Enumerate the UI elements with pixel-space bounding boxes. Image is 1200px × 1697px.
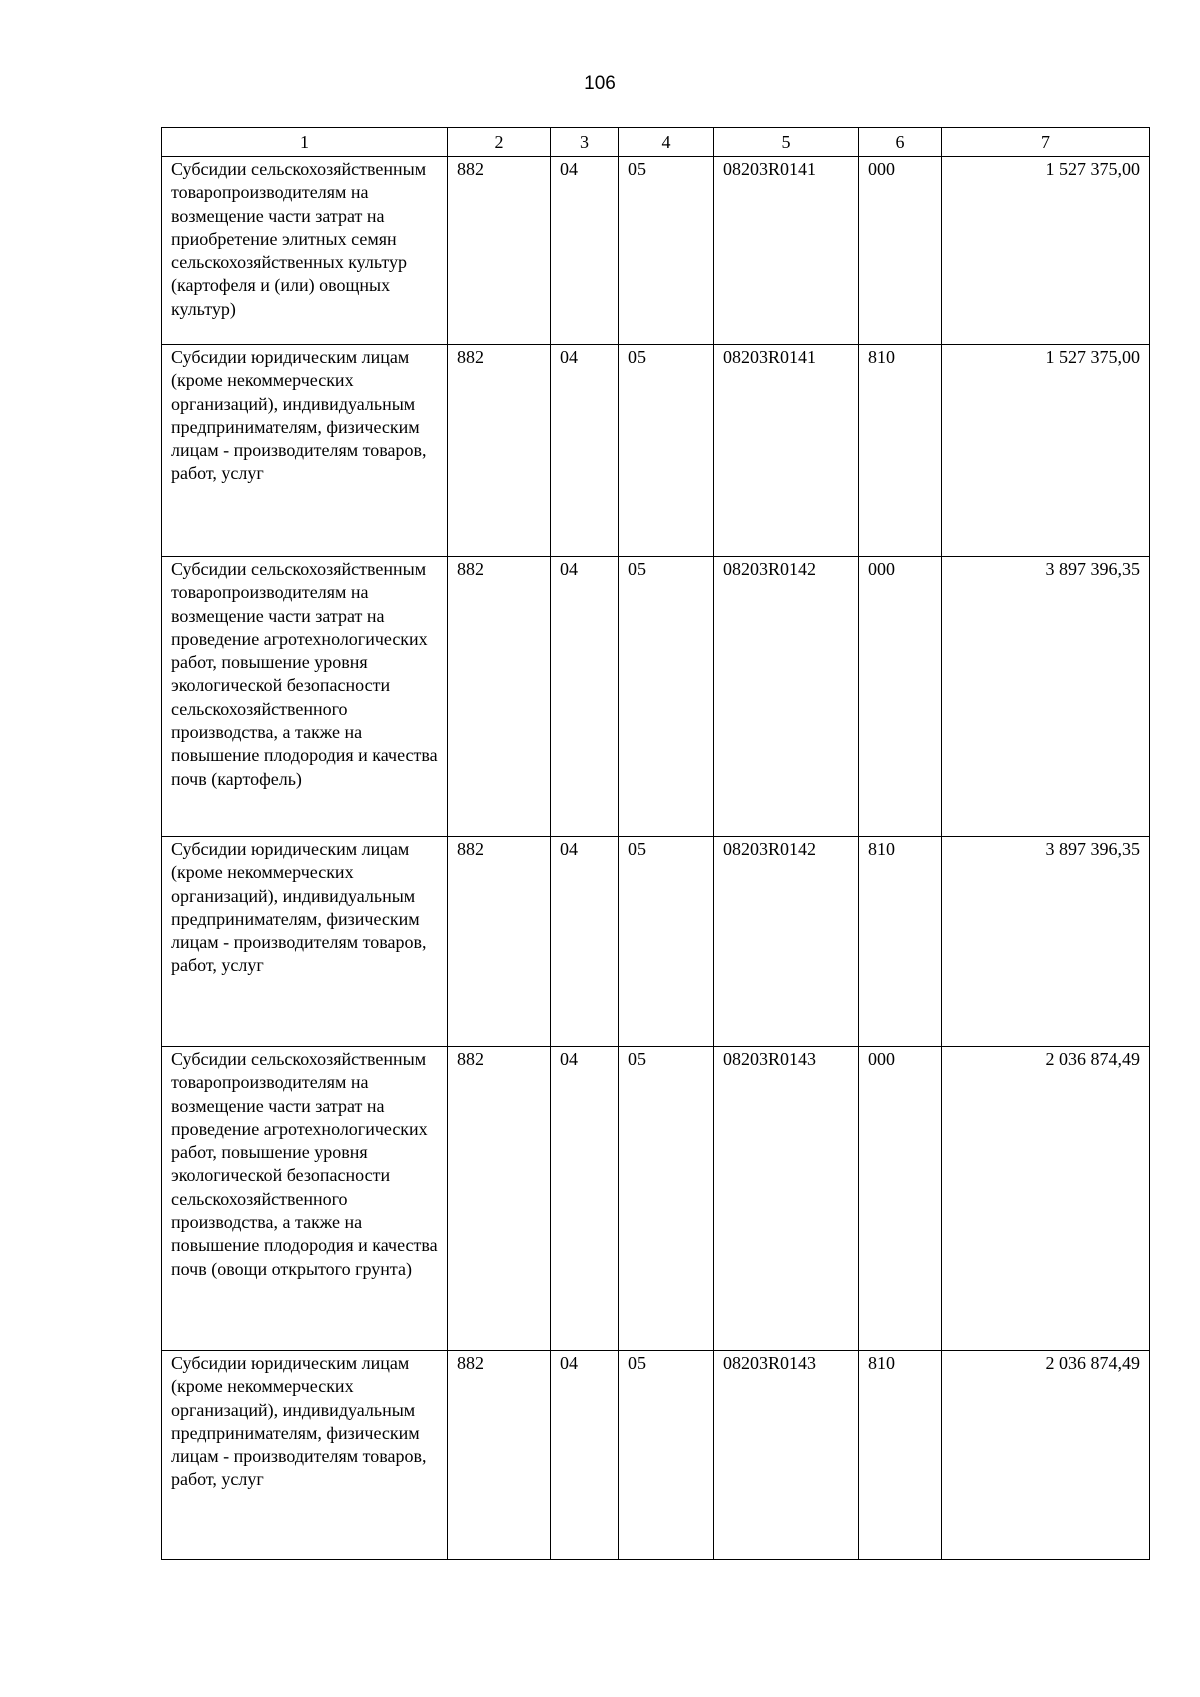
header-cell-5: 5 <box>714 128 859 157</box>
row-name-cell: Субсидии сельскохозяйственным товаропроизводителям на возмещение части затрат на проведение агротехнологических работ, повышение уровня экологической безопасности сельскохозяйственного производства, а также на повышение плодородия и качества почв (овощи открытого грунта) <box>162 1047 448 1351</box>
page-number: 106 <box>584 73 616 94</box>
row-expense-type-cell: 000 <box>859 157 942 345</box>
table-row <box>162 157 1150 345</box>
budget-table <box>161 127 1150 1560</box>
row-expense-type-cell: 810 <box>859 837 942 1047</box>
row-amount-cell: 3 897 396,35 <box>942 837 1150 1047</box>
row-amount-cell: 3 897 396,35 <box>942 557 1150 837</box>
row-name-cell: Субсидии юридическим лицам (кроме некоммерческих организаций), индивидуальным предпринимателям, физическим лицам - производителям товаров, работ, услуг <box>162 345 448 557</box>
row-expense-type-cell: 810 <box>859 345 942 557</box>
row-ministry-cell: 882 <box>448 1351 551 1560</box>
table-header-row <box>162 128 1150 157</box>
row-ministry-cell: 882 <box>448 345 551 557</box>
row-ministry-cell: 882 <box>448 157 551 345</box>
row-section-cell: 04 <box>551 157 619 345</box>
row-ministry-cell: 882 <box>448 837 551 1047</box>
row-target-article-cell: 08203R0142 <box>714 557 859 837</box>
header-cell-1: 1 <box>162 128 448 157</box>
header-cell-2: 2 <box>448 128 551 157</box>
row-section-cell: 04 <box>551 1047 619 1351</box>
header-cell-6: 6 <box>859 128 942 157</box>
row-target-article-cell: 08203R0143 <box>714 1351 859 1560</box>
row-subsection-cell: 05 <box>619 837 714 1047</box>
row-name-cell: Субсидии юридическим лицам (кроме некоммерческих организаций), индивидуальным предпринимателям, физическим лицам - производителям товаров, работ, услуг <box>162 837 448 1047</box>
row-expense-type-cell: 000 <box>859 1047 942 1351</box>
header-cell-7: 7 <box>942 128 1150 157</box>
row-name-cell: Субсидии сельскохозяйственным товаропроизводителям на возмещение части затрат на проведение агротехнологических работ, повышение уровня экологической безопасности сельскохозяйственного производства, а также на повышение плодородия и качества почв (картофель) <box>162 557 448 837</box>
row-target-article-cell: 08203R0141 <box>714 345 859 557</box>
row-subsection-cell: 05 <box>619 345 714 557</box>
row-section-cell: 04 <box>551 345 619 557</box>
row-name-cell: Субсидии сельскохозяйственным товаропроизводителям на возмещение части затрат на приобретение элитных семян сельскохозяйственных культур (картофеля и (или) овощных культур) <box>162 157 448 345</box>
row-amount-cell: 1 527 375,00 <box>942 157 1150 345</box>
row-amount-cell: 2 036 874,49 <box>942 1047 1150 1351</box>
row-section-cell: 04 <box>551 837 619 1047</box>
row-name-cell: Субсидии юридическим лицам (кроме некоммерческих организаций), индивидуальным предпринимателям, физическим лицам - производителям товаров, работ, услуг <box>162 1351 448 1560</box>
table-row <box>162 345 1150 557</box>
row-target-article-cell: 08203R0143 <box>714 1047 859 1351</box>
row-subsection-cell: 05 <box>619 1351 714 1560</box>
table-row <box>162 837 1150 1047</box>
table-row <box>162 557 1150 837</box>
row-target-article-cell: 08203R0141 <box>714 157 859 345</box>
row-subsection-cell: 05 <box>619 557 714 837</box>
row-subsection-cell: 05 <box>619 157 714 345</box>
row-ministry-cell: 882 <box>448 1047 551 1351</box>
row-target-article-cell: 08203R0142 <box>714 837 859 1047</box>
header-cell-4: 4 <box>619 128 714 157</box>
row-ministry-cell: 882 <box>448 557 551 837</box>
row-amount-cell: 1 527 375,00 <box>942 345 1150 557</box>
row-subsection-cell: 05 <box>619 1047 714 1351</box>
header-cell-3: 3 <box>551 128 619 157</box>
table-row <box>162 1351 1150 1560</box>
row-section-cell: 04 <box>551 557 619 837</box>
row-expense-type-cell: 000 <box>859 557 942 837</box>
row-section-cell: 04 <box>551 1351 619 1560</box>
row-expense-type-cell: 810 <box>859 1351 942 1560</box>
row-amount-cell: 2 036 874,49 <box>942 1351 1150 1560</box>
table-row <box>162 1047 1150 1351</box>
